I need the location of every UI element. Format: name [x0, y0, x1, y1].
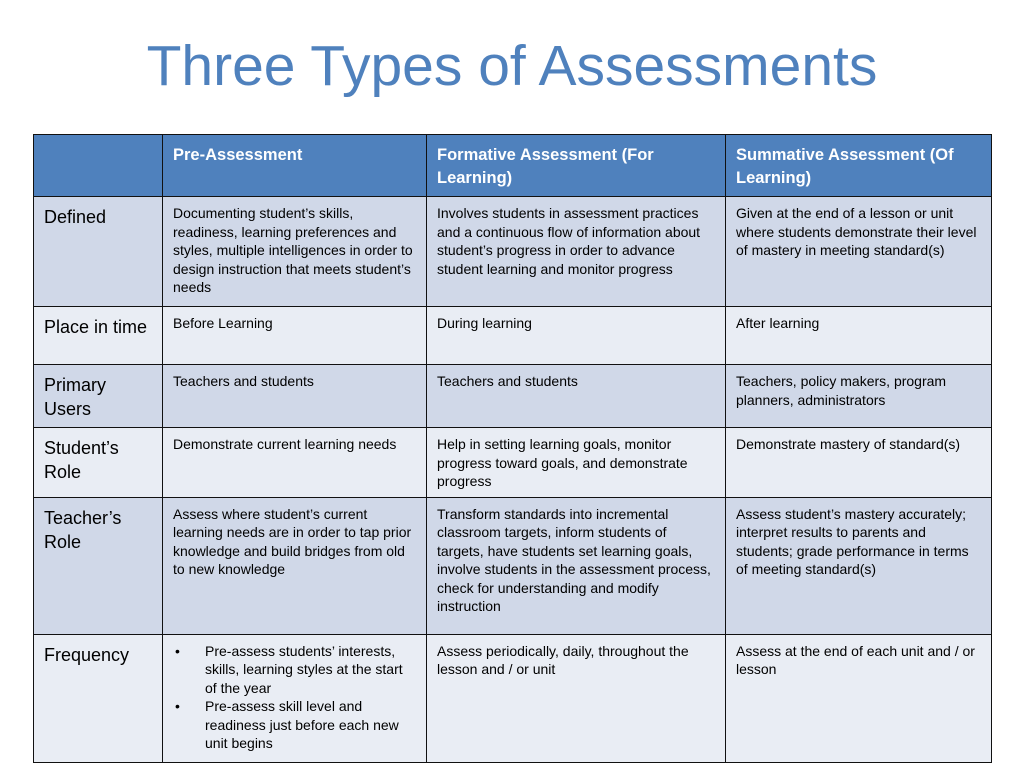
bullet-list: [173, 642, 416, 753]
cell-summative: Assess at the end of each unit and / or lesson: [726, 634, 992, 762]
table-row-teachers-role: [34, 497, 992, 634]
cell-formative: Teachers and students: [427, 365, 726, 428]
bullet-icon: •: [175, 642, 180, 659]
table-header-row: [34, 135, 992, 197]
cell-summative: Assess student’s mastery accurately; interpret results to parents and students; grade performance in terms of meeting standard(s): [726, 497, 992, 634]
list-item-text: Pre-assess skill level and readiness just before each new unit begins: [205, 698, 399, 751]
cell-summative: Teachers, policy makers, program planners, administrators: [726, 365, 992, 428]
list-item: [173, 697, 416, 753]
cell-formative: Help in setting learning goals, monitor progress toward goals, and demonstrate progress: [427, 428, 726, 498]
cell-pre-assessment: Teachers and students: [163, 365, 427, 428]
cell-pre-assessment: Documenting student’s skills, readiness, learning preferences and styles, multiple intelligences in order to design instruction that meets student’s needs: [163, 197, 427, 307]
cell-formative: Involves students in assessment practices and a continuous flow of information about student’s progress in order to advance student learning and monitor progress: [427, 197, 726, 307]
cell-pre-assessment: Before Learning: [163, 307, 427, 365]
row-label: Frequency: [34, 634, 163, 762]
list-item: [173, 642, 416, 698]
cell-summative: After learning: [726, 307, 992, 365]
cell-pre-assessment: Assess where student’s current learning needs are in order to tap prior knowledge and build bridges from old to new knowledge: [163, 497, 427, 634]
list-item-text: Pre-assess students’ interests, skills, learning styles at the start of the year: [205, 642, 403, 696]
row-label: Place in time: [34, 307, 163, 365]
bullet-icon: •: [175, 698, 180, 714]
table-row-frequency: [34, 634, 992, 762]
table-row-defined: [34, 197, 992, 307]
cell-formative: During learning: [427, 307, 726, 365]
cell-formative: Assess periodically, daily, throughout the lesson and / or unit: [427, 634, 726, 762]
row-label: Defined: [34, 197, 163, 307]
cell-pre-assessment: [163, 634, 427, 762]
table-row-primary-users: [34, 365, 992, 428]
assessment-table: [33, 134, 992, 763]
cell-summative: Demonstrate mastery of standard(s): [726, 428, 992, 498]
cell-summative: Given at the end of a lesson or unit where students demonstrate their level of mastery in meeting standard(s): [726, 197, 992, 307]
header-cell-empty: [34, 135, 163, 197]
row-label: Primary Users: [34, 365, 163, 428]
header-cell-formative: Formative Assessment (For Learning): [427, 135, 726, 197]
row-label: Student’s Role: [34, 428, 163, 498]
header-cell-summative: Summative Assessment (Of Learning): [726, 135, 992, 197]
table-row-students-role: [34, 428, 992, 498]
cell-formative: Transform standards into incremental classroom targets, inform students of targets, have students set learning goals, involve students in the assessment process, check for understanding and modify instruction: [427, 497, 726, 634]
slide-title: Three Types of Assessments: [146, 34, 878, 98]
row-label: Teacher’s Role: [34, 497, 163, 634]
cell-pre-assessment: Demonstrate current learning needs: [163, 428, 427, 498]
header-cell-pre-assessment: Pre-Assessment: [163, 135, 427, 197]
table-row-place-in-time: [34, 307, 992, 365]
